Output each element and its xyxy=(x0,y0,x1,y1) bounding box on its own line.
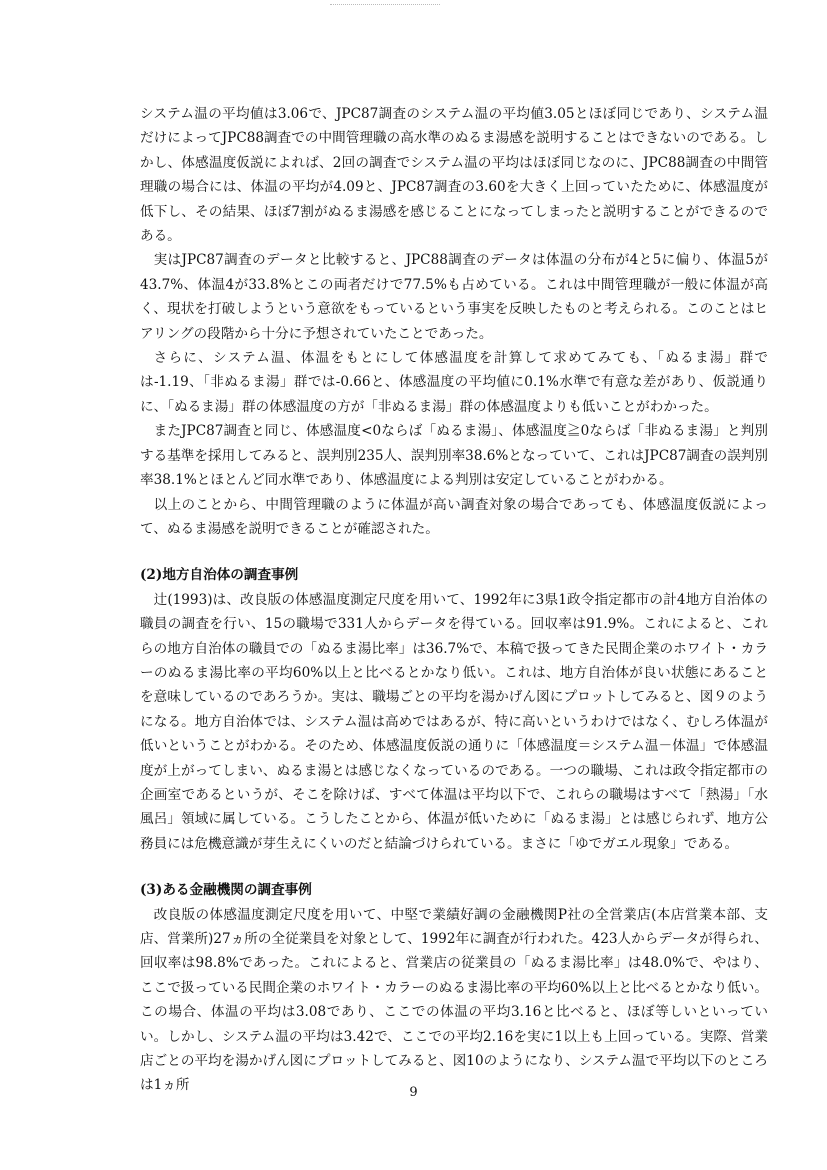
paragraph: 辻(1993)は、改良版の体感温度測定尺度を用いて、1992年に3県1政令指定都市の計4地方自治体の職員の調査を行い、15の職場で331人からデータを得ている。回収率は91.9%。これによると、これらの地方自治体の職員での「ぬるま湯比率」は36.7%で、本稿で扱ってきた民間企業のホワイト・カラーのぬるま湯比率の平均60%以上と比べるとかなり低い。これは、地方自治体が良い状態にあることを意味しているのであろうか。実は、職場ごとの平均を湯かげん図にプロットしてみると、図９のようになる。地方自治体では、システム温は高めではあるが、特に高いというわけではなく、むしろ体温が低いということがわかる。そのため、体感温度仮説の通りに「体感温度＝システム温－体温」で体感温度が上がってしまい、ぬるま湯とは感じなくなっているのである。一つの職場、これは政令指定都市の企画室であるというが、そこを除けば、すべて体温は平均以下で、これらの職場はすべて「熱湯」「水風呂」領域に属している。こうしたことから、体温が低いために「ぬるま湯」とは感じられず、地方公務員には危機意識が芽生えにくいのだと結論づけられている。まさに「ゆでガエル現象」である。 xyxy=(140,591,768,852)
paragraph: またJPC87調査と同じ、体感温度<0ならば「ぬるま湯」、体感温度≧0ならば「非ぬるま湯」と判別する基準を採用してみると、誤判別235人、誤判別率38.6%となっていて、これはJPC87調査の誤判別率38.1%とほとんど同水準であり、体感温度による判別は安定していることがわかる。 xyxy=(140,423,768,489)
paragraph: 改良版の体感温度測定尺度を用いて、中堅で業績好調の金融機関P社の全営業店(本店営業本部、支店、営業所)27ヵ所の全従業員を対象として、1992年に調査が行われた。423人からデータが得られ、回収率は98.8%であった。これによると、営業店の従業員の「ぬるま湯比率」は48.0%で、やはり、ここで扱っている民間企業のホワイト・カラーのぬるま湯比率の平均60%以上と比べるとかなり低い。この場合、体温の平均は3.08であり、ここでの体温の平均3.16と比べると、ほぼ等しいといっていい。しかし、システム温の平均は3.42で、ここでの平均2.16を実に1以上も上回っている。実際、営業店ごとの平均を湯かげん図にプロットしてみると、図10のようになり、システム温で平均以下のところは1ヵ所 xyxy=(140,906,768,1094)
paragraph: 実はJPC87調査のデータと比較すると、JPC88調査のデータは体温の分布が4と5に偏り、体温5が43.7%、体温4が33.8%とこの両者だけで77.5%も占めている。これは中間管理職が一般に体温が高く、現状を打破しようという意欲をもっているという事実を反映したものと考えられる。このことはヒアリングの段階から十分に予想されていたことであった。 xyxy=(140,252,768,342)
section-heading: (3)ある金融機関の調査事例 xyxy=(140,882,312,899)
body-text xyxy=(140,102,768,1098)
paragraph: さらに、システム温、体温をもとにして体感温度を計算して求めてみても、「ぬるま湯」群では-1.19、「非ぬるま湯」群では-0.66と、体感温度の平均値に0.1%水準で有意な差があり、仮説通りに、「ぬるま湯」群の体感温度の方が「非ぬるま湯」群の体感温度よりも低いことがわかった。 xyxy=(140,350,768,415)
page-number: 9 xyxy=(409,1085,418,1100)
paragraph: 以上のことから、中間管理職のように体温が高い調査対象の場合であっても、体感温度仮説によって、ぬるま湯感を説明できることが確認された。 xyxy=(140,496,768,537)
scan-artifact xyxy=(330,4,440,7)
section-heading: (2)地方自治体の調査事例 xyxy=(140,567,299,584)
paragraph: システム温の平均値は3.06で、JPC87調査のシステム温の平均値3.05とほぼ同じであり、システム温だけによってJPC88調査での中間管理職の高水準のぬるま湯感を説明することはできないのである。しかし、体感温度仮説によれば、2回の調査でシステム温の平均はほぼ同じなのに、JPC88調査の中間管理職の場合には、体温の平均が4.09と、JPC87調査の3.60を大きく上回っていたために、体感温度が低下し、その結果、ほぼ7割がぬるま湯感を感じることになってしまったと説明することができるのである。 xyxy=(140,106,768,245)
